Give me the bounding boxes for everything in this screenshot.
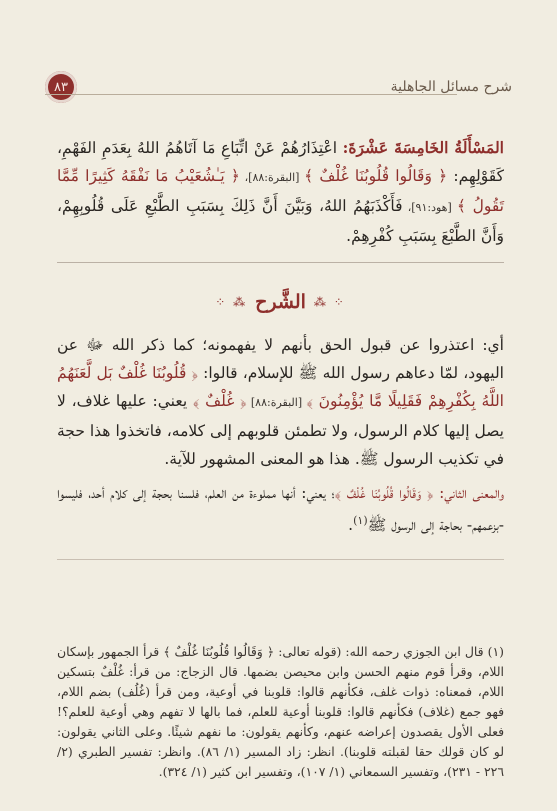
running-title: شرح مسائل الجاهلية [390, 79, 512, 95]
verse-reference-1: [البقرة:٨٨]، [239, 171, 305, 184]
ornament-left-icon: ⁂ ⁘ [215, 295, 248, 309]
verse-reference-2: [هود:٩١]، [402, 201, 457, 214]
quran-verse-1: ﴿ وَقَالُوا قُلُوبُنَا غُلْفٌ ﴾ [304, 167, 448, 185]
p1-text-1: أي: اعتذروا عن قبول الحق بأنهم لا يفهمونه؛ كما ذكر الله ﷻ عن اليهود، لمّا دعاهم رسول الله ﷺ للإسلام، قالوا: [57, 336, 504, 382]
issue-title: المَسْأَلَةُ الخَامِسَةَ عَشْرَةَ: [342, 138, 504, 157]
header-rule [45, 94, 457, 95]
footnote-marker[interactable]: (١) [353, 514, 368, 527]
page-number-badge: ٨٣ [45, 71, 77, 103]
p1-quran-word: ﴿ غُلْفٌ ﴾ [192, 392, 247, 410]
main-text [57, 134, 504, 566]
issue-text-2: فَأَكْذَبَهُمُ اللهُ، وَبَيَّنَ أَنَّ ذَلِكَ بِسَبَبِ الطَّبْعِ عَلَى قُلُوبِهِمْ، وَأَنَّ الطَّبْعَ بِسَبَبِ كُفْرِهِمْ. [57, 197, 504, 245]
issue-paragraph [57, 134, 504, 250]
footnote-1: (١) قال ابن الجوزي رحمه الله: (قوله تعالى: ﴿ وَقَالُوا قُلُوبُنَا غُلْفٌ ﴾ قرأ الجمهور بإسكان اللام، وقرأ قوم منهم الحسن وابن محيصن بضمها. قال الزجاج: من قرأ: غُلْفٌ بتسكين اللام، فمعناه: ذوات غلف، فكأنهم قالوا: قلوبنا في أوعية، ومن قرأ (غُلُف) بضم اللام، فهو جمع (غلاف) فكأنهم قالوا: قلوبنا أوعية للعلم، فما بالها لا تفهم وهي أوعية للعلم؟! فعلى الأول يقصدون إعراضه عنهم، وكأنهم يقولون: ما نفهم شيئًا. وعلى الثاني يقولون: لو كان قولك حقا لقبلته قلوبنا). انظر: زاد المسير (١/ ٨٦). وانظر: تفسير الطبري (٢/ ٢٢٦ - ٢٣١)، وتفسير السمعاني (١/ ١٠٧)، وتفسير ابن كثير (١/ ٣٢٤). [57, 644, 504, 779]
p2-lead: والمعنى الثاني: [433, 484, 505, 502]
p1-quran-verse: ﴿ قُلُوبُنَا غُلْفٌ بَل لَّعَنَهُمُ اللَّهُ بِكُفْرِهِمْ فَقَلِيلًا مَّا يُؤْمِنُونَ ﴾ [57, 364, 504, 410]
section-divider [57, 262, 504, 275]
p2-quran-verse: ﴿ وَقَالُوا قُلُوبُنَا غُلْفٌ ﴾ [334, 484, 434, 502]
p1-text-2: يعني: عليها غلاف، لا يصل إليها كلام الرسول، ولا تطمئن قلوبهم إلى كلامه، فاتخذوا هذا حجة في تكذيب الرسول ﷺ. هذا هو المعنى المشهور للآية. [57, 392, 504, 468]
quran-verse-2: ﴿ يَـٰشُعَيْبُ مَا نَفْقَهُ كَثِيرًا مِّمَّا تَقُولُ ﴾ [57, 167, 504, 215]
p2-text: ؛ يعني: أنها مملوءة من العلم، فلسنا بحجة إلى كلام أحد، فليسوا -بزعمهم- بحاجة إلى الرسول ﷺ [57, 484, 504, 535]
issue-text-1: اعْتِذَارُهُمْ عَنْ اتِّبَاعِ مَا آتَاهُمُ اللهُ بِعَدَمِ الفَهْمِ، كَقَوْلِهِم: [57, 139, 504, 185]
commentary-paragraph-1 [57, 331, 504, 473]
footnote-separator [57, 559, 504, 560]
commentary-paragraph-2 [57, 479, 504, 539]
p2-end: . [348, 516, 354, 535]
footnote-block [57, 642, 504, 782]
page-header [45, 70, 512, 104]
sharh-heading [57, 283, 504, 321]
p1-verse-reference: [البقرة:٨٨] [246, 396, 307, 409]
sharh-title: الشَّرح [255, 291, 306, 313]
ornament-right-icon: ⁘ ⁂ [313, 295, 346, 309]
